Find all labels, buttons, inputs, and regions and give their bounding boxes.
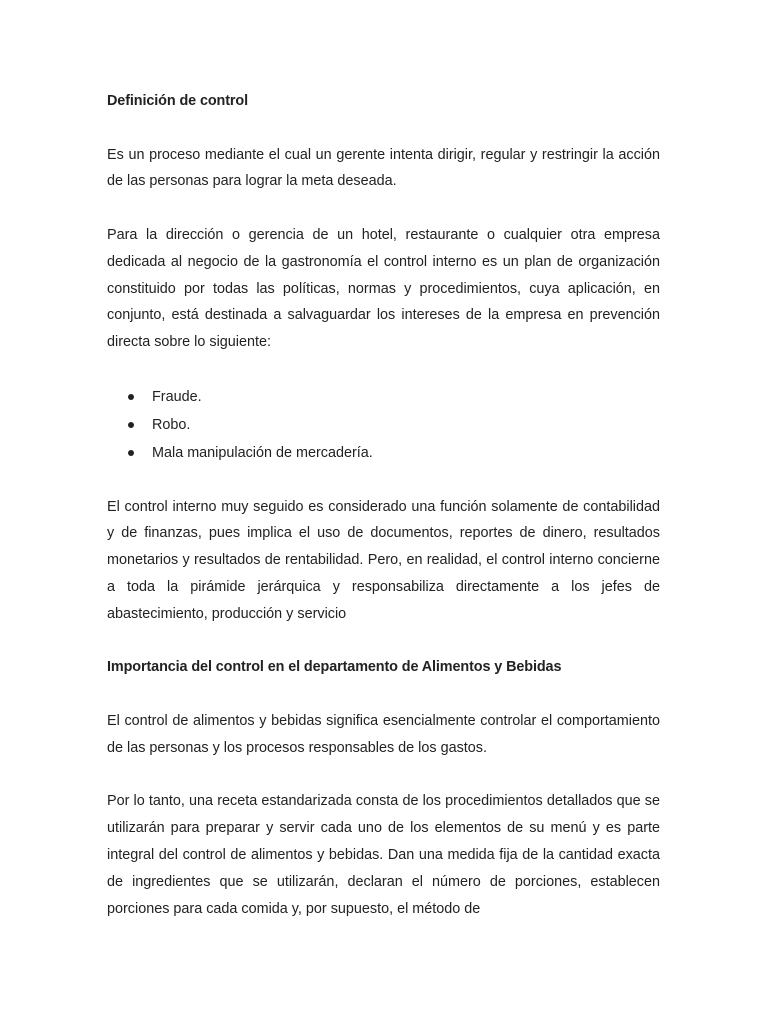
paragraph-control-interno: Para la dirección o gerencia de un hotel, restaurante o cualquier otra empresa dedicada al negocio de la gastronomía el control interno es un plan de organización constituido por todas las políticas, normas y procedimientos, cuya aplicación, en conjunto, está destinada a salvaguardar los intereses de la empresa en prevención directa sobre lo siguiente:	[107, 226, 660, 351]
bullet-icon	[128, 394, 134, 400]
heading-definicion: Definición de control	[107, 93, 249, 109]
paragraph-alimentos-bebidas: El control de alimentos y bebidas significa esencialmente controlar el comportamiento de las personas y los procesos responsables de los gastos.	[107, 712, 660, 756]
spacer	[107, 356, 660, 383]
spacer	[107, 628, 660, 655]
spacer	[107, 467, 660, 494]
list-item	[107, 411, 660, 439]
bullet-icon	[128, 422, 134, 428]
paragraph-receta: Por lo tanto, una receta estandarizada consta de los procedimientos detallados que se utilizarán para preparar y servir cada uno de los elementos de su menú y es parte integral del control de alimentos y bebidas. Dan una medida fija de la cantidad exacta de ingredientes que se utilizarán, declaran el número de porciones, establecen porciones para cada comida y, por supuesto, el método de	[107, 793, 660, 917]
document-page	[107, 88, 660, 922]
spacer	[107, 115, 660, 142]
list-item	[107, 383, 660, 411]
list-item-text: Mala manipulación de mercadería.	[152, 444, 373, 461]
spacer	[107, 195, 660, 222]
bullet-icon	[128, 450, 134, 456]
spacer	[107, 762, 660, 789]
heading-importancia: Importancia del control en el departamento de Alimentos y Bebidas	[107, 659, 562, 676]
spacer	[107, 681, 660, 708]
paragraph-contabilidad: El control interno muy seguido es considerado una función solamente de contabilidad y de finanzas, pues implica el uso de documentos, reportes de dinero, resultados monetarios y resultados de rentabilidad. Pero, en realidad, el control interno concierne a toda la pirámide jerárquica y responsabiliza directamente a los jefes de abastecimiento, producción y servicio	[107, 498, 660, 622]
paragraph-definition: Es un proceso mediante el cual un gerente intenta dirigir, regular y restringir la acción de las personas para lograr la meta deseada.	[107, 146, 660, 190]
list-item-text: Robo.	[152, 416, 191, 433]
list-item-text: Fraude.	[152, 388, 202, 405]
bullet-list	[107, 383, 660, 467]
list-item	[107, 439, 660, 467]
